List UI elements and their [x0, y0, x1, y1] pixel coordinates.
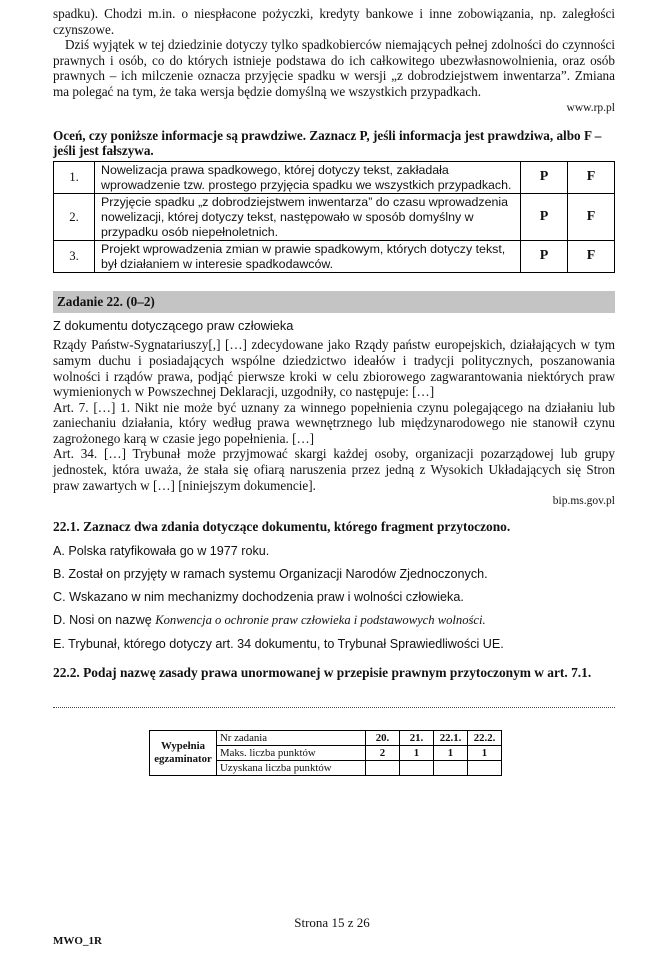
true-option[interactable]: P	[521, 162, 568, 194]
row-label-obtained-points: Uzyskana liczba punktów	[217, 760, 366, 775]
document-paragraph-1: Rządy Państw-Sygnatariuszy[,] […] zdecydowane jako Rządy państw europejskich, działających w tym samym duchu i posiadających wspólne dziedzictwo ideałów i tradycji politycznych, poszanowania wolności i rządów prawa, podjąć pierwsze kroki w celu zbiorowego zagwarantowania niektórych praw wymienionych w Powszechnej Deklaracji, uzgodniły, co następuje: […]	[53, 337, 615, 400]
false-option[interactable]: F	[568, 241, 615, 273]
max-points-cell: 2	[366, 745, 400, 760]
option-e[interactable]: E. Trybunał, którego dotyczy art. 34 dokumentu, to Trybunał Sprawiedliwości UE.	[53, 637, 504, 652]
score-side-label-line1: Wypełnia	[161, 739, 205, 752]
intro-source: www.rp.pl	[566, 101, 615, 114]
task-title-bar: Zadanie 22. (0–2)	[53, 291, 615, 313]
row-statement: Nowelizacja prawa spadkowego, której dotyczy tekst, zakładała wprowadzenie tzw. prostego przyjęcia spadku we wszystkich przypadkach.	[95, 162, 521, 194]
score-row-task-numbers	[150, 730, 502, 745]
option-d-prefix: D. Nosi on nazwę	[53, 613, 156, 628]
row-statement: Projekt wprowadzenia zmian w prawie spadkowym, których dotyczy tekst, był działaniem w interesie spadkodawców.	[95, 241, 521, 273]
page-number: Strona 15 z 26	[294, 915, 370, 930]
exam-code: MWO_1R	[53, 935, 102, 947]
true-option[interactable]: P	[521, 194, 568, 241]
score-side-label-line2: egzaminator	[154, 752, 212, 765]
row-number: 2.	[54, 194, 95, 241]
score-table	[149, 730, 502, 776]
table-row	[54, 162, 615, 194]
obtained-points-cell[interactable]	[468, 760, 502, 775]
false-option[interactable]: F	[568, 162, 615, 194]
col-header: 21.	[400, 730, 434, 745]
answer-line[interactable]	[53, 681, 615, 708]
row-label-task-number: Nr zadania	[217, 730, 366, 745]
true-false-instruction: Oceń, czy poniższe informacje są prawdziwe. Zaznacz P, jeśli informacja jest prawdziwa, albo F – jeśli jest fałszywa.	[53, 127, 602, 159]
true-option[interactable]: P	[521, 241, 568, 273]
option-c[interactable]: C. Wskazano w nim mechanizmy dochodzenia praw i wolności człowieka.	[53, 590, 464, 605]
exam-page	[53, 6, 615, 776]
col-header: 22.1.	[434, 730, 468, 745]
row-number: 1.	[54, 162, 95, 194]
table-row	[54, 241, 615, 273]
obtained-points-cell[interactable]	[400, 760, 434, 775]
intro-paragraph-2: Dziś wyjątek w tej dziedzinie dotyczy tylko spadkobierców niemających pełnej zdolności do czynności prawnych i osób, co do których istnieje podstawa do ich całkowitego ubezwłasnowolnienia, oraz osób prawnych – ich milczenie oznacza przyjęcie spadku w wersji „z dobrodziejstwem inwentarza”. Zmiana ma polegać na tym, że taka wersja będzie domyślną we wszystkich przypadkach.	[53, 37, 615, 99]
option-b[interactable]: B. Został on przyjęty w ramach systemu Organizacji Narodów Zjednoczonych.	[53, 567, 488, 582]
col-header: 20.	[366, 730, 400, 745]
max-points-cell: 1	[434, 745, 468, 760]
option-d-title: Konwencja o ochronie praw człowieka i podstawowych wolności.	[155, 613, 486, 628]
document-title: Z dokumentu dotyczącego praw człowieka	[53, 318, 294, 334]
document-article-7: Art. 7. […] 1. Nikt nie może być uznany za winnego popełnienia czynu polegającego na działaniu lub zaniechaniu działania, który według prawa wewnętrznego lub międzynarodowego nie stanowił czynu zagrożonego karą w czasie jego popełnienia. […]	[53, 399, 615, 446]
option-d[interactable]	[53, 613, 615, 628]
max-points-cell: 1	[400, 745, 434, 760]
row-label-max-points: Maks. liczba punktów	[217, 745, 366, 760]
obtained-points-cell[interactable]	[366, 760, 400, 775]
question-22-1-heading: 22.1. Zaznacz dwa zdania dotyczące dokumentu, którego fragment przytoczono.	[53, 519, 511, 535]
document-article-34: Art. 34. […] Trybunał może przyjmować skargi każdej osoby, organizacji pozarządowej lub grupy jednostek, która uważa, że stała się ofiarą naruszenia przez jedną z Wysokich Układających się Stron praw zawartych w […] [niniejszym dokumencie].	[53, 446, 615, 493]
intro-paragraph-1: spadku). Chodzi m.in. o niespłacone pożyczki, kredyty bankowe i inne zobowiązania, np. zaległości czynszowe.	[53, 6, 615, 37]
table-row	[54, 194, 615, 241]
false-option[interactable]: F	[568, 194, 615, 241]
score-side-label	[150, 730, 217, 775]
option-a[interactable]: A. Polska ratyfikowała go w 1977 roku.	[53, 544, 270, 559]
max-points-cell: 1	[468, 745, 502, 760]
row-number: 3.	[54, 241, 95, 273]
document-source: bip.ms.gov.pl	[552, 495, 615, 508]
col-header: 22.2.	[468, 730, 502, 745]
true-false-table	[53, 161, 615, 273]
obtained-points-cell[interactable]	[434, 760, 468, 775]
row-statement: Przyjęcie spadku „z dobrodziejstwem inwentarza” do czasu wprowadzenia nowelizacji, której dotyczy tekst, następowało w sposób domyślny w przypadku osób niepełnoletnich.	[95, 194, 521, 241]
question-22-2-heading: 22.2. Podaj nazwę zasady prawa unormowanej w przepisie prawnym przytoczonym w art. 7.1.	[53, 665, 592, 681]
